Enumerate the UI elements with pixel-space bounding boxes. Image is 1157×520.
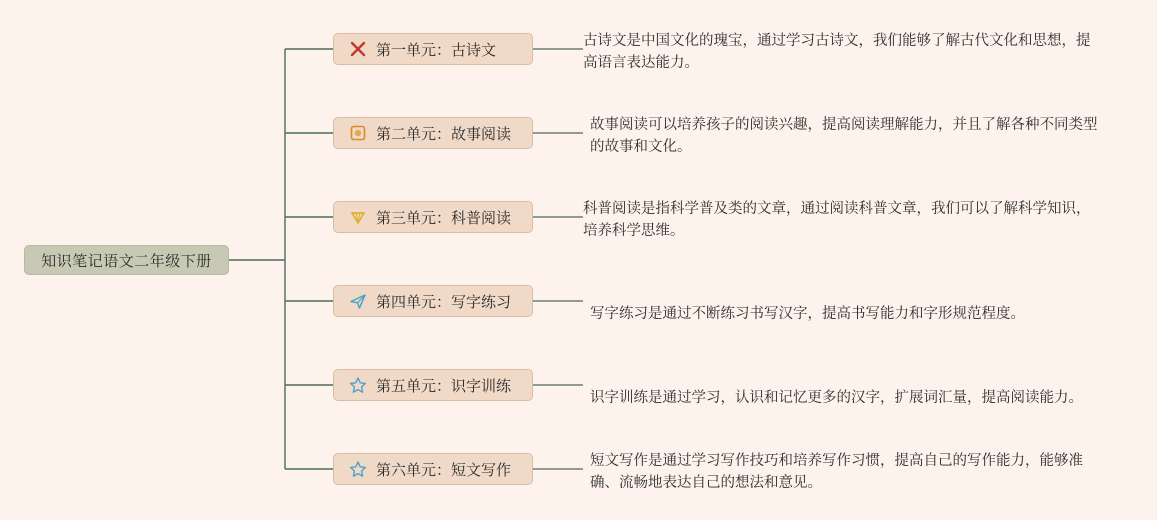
branch-description-1: 古诗文是中国文化的瑰宝，通过学习古诗文，我们能够了解古代文化和思想，提高语言表达能力。 <box>583 33 1091 72</box>
mindmap-branch-node-2[interactable] <box>333 117 533 149</box>
mindmap-root-node[interactable] <box>24 245 229 275</box>
root-label: 知识笔记语文二年级下册 <box>41 252 212 270</box>
branch-description-6: 短文写作是通过学习写作技巧和培养写作习惯，提高自己的写作能力，能够准确、流畅地表达自己的想法和意见。 <box>590 453 1083 492</box>
mindmap-branch-node-4[interactable] <box>333 285 533 317</box>
branch-description-4: 写字练习是通过不断练习书写汉字，提高书写能力和字形规范程度。 <box>590 306 1025 322</box>
diamond-heart-icon <box>348 207 368 227</box>
branch-description-5: 识字训练是通过学习，认识和记忆更多的汉字，扩展词汇量，提高阅读能力。 <box>590 390 1083 406</box>
branch-label-4: 第四单元：写字练习 <box>376 293 512 311</box>
branch-description-3: 科普阅读是指科学普及类的文章，通过阅读科普文章，我们可以了解科学知识，培养科学思维。 <box>583 201 1091 240</box>
star-outline-icon <box>348 375 368 395</box>
mindmap-branch-node-6[interactable] <box>333 453 533 485</box>
crossed-brushes-icon <box>348 39 368 59</box>
mindmap-branch-node-1[interactable] <box>333 33 533 65</box>
branch-description-2: 故事阅读可以培养孩子的阅读兴趣，提高阅读理解能力，并且了解各种不同类型的故事和文化。 <box>590 117 1098 156</box>
branch-label-6: 第六单元：短文写作 <box>376 461 512 479</box>
mindmap-branch-node-3[interactable] <box>333 201 533 233</box>
paper-plane-icon <box>348 291 368 311</box>
branch-label-3: 第三单元：科普阅读 <box>376 209 512 227</box>
branch-label-2: 第二单元：故事阅读 <box>376 125 512 143</box>
stamp-icon <box>348 123 368 143</box>
branch-label-1: 第一单元：古诗文 <box>376 41 497 59</box>
star-outline-icon <box>348 459 368 479</box>
mindmap-branch-node-5[interactable] <box>333 369 533 401</box>
branch-label-5: 第五单元：识字训练 <box>376 377 512 395</box>
